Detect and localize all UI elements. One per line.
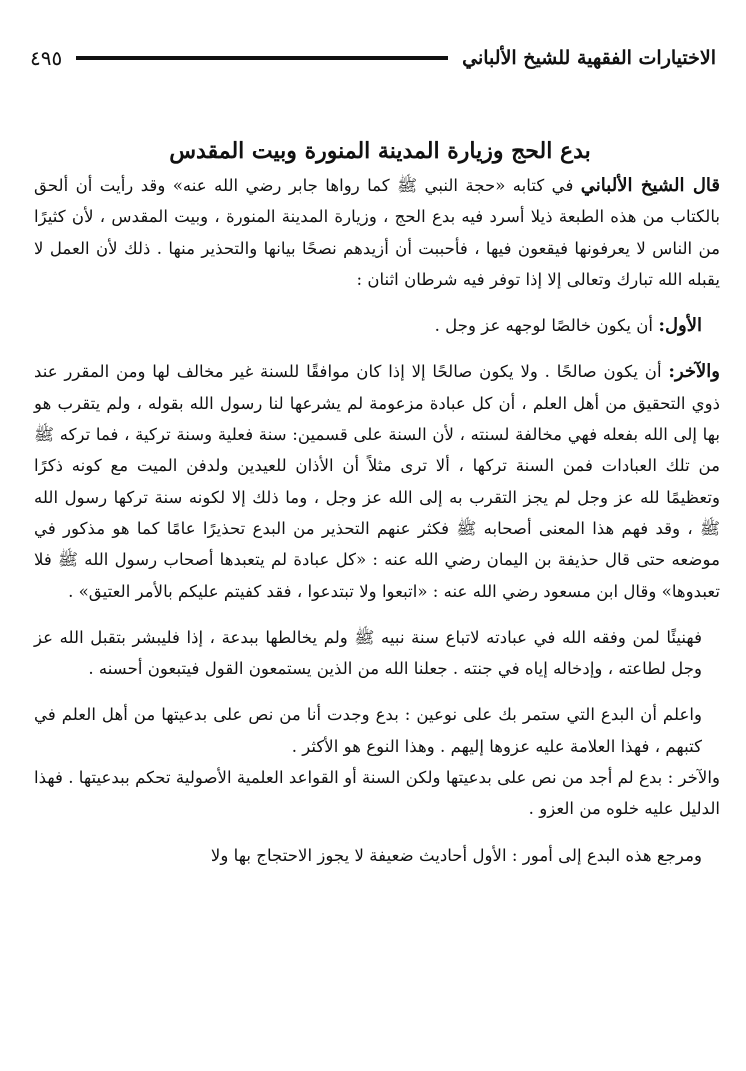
paragraph-text: أن يكون خالصًا لوجهه عز وجل . <box>434 316 659 336</box>
paragraph-lead: الأول: <box>658 315 702 337</box>
paragraph: واعلم أن البدع التي ستمر بك على نوعين : بدع وجدت أنا من نص على بدعيتها من أهل العلم في كتبهم ، فهذا العلامة عليه عزوها إليهم . وهذا النوع هو الأكثر . <box>34 705 702 756</box>
paragraph-lead: والآخر: <box>668 361 720 383</box>
running-header <box>30 38 716 78</box>
paragraph: والآخر : بدع لم أجد من نص على بدعيتها ولكن السنة أو القواعد العلمية الأصولية تحكم ببدعيتها . فهذا الدليل عليه خلوه من العزو . <box>34 768 720 819</box>
paragraph-text: أن يكون صالحًا . ولا يكون صالحًا إلا إذا كان موافقًا للسنة غير مخالف لها ومن المقرر عند ذوي التحقيق من أهل العلم ، أن كل عبادة مزعومة لم يشرعها لنا رسول الله بقوله ، ولم يتقرب هو بها إلى الله بفعله فهي مخالفة لسنته ، لأن السنة على قسمين: سنة فعلية وسنة تركية ، فما تركه ﷺ من تلك العبادات فمن السنة تركها ، ألا ترى مثلاً أن الأذان للعيدين ولدفن الميت مع كونه ذكرًا وتعظيمًا لله عز وجل لم يجز التقرب به إلى الله عز وجل ، وما ذلك إلا لكونه سنة تركها رسول الله ﷺ ، وقد فهم هذا المعنى أصحابه ﷺ فكثر عنهم التحذير من البدع تحذيرًا عامًا كما هو مذكور في موضعه حتى قال حذيفة بن اليمان رضي الله عنه : «كل عبادة لم يتعبدها أصحاب رسول الله ﷺ فلا تعبدوها» وقال ابن مسعود رضي الله عنه : «اتبعوا ولا تبتدعوا ، فقد كفيتم عليكم بالأمر العتيق» . <box>34 362 720 601</box>
header-rule <box>76 56 448 60</box>
paragraph <box>34 170 720 295</box>
paragraph: فهنيئًا لمن وفقه الله في عبادته لاتباع سنة نبيه ﷺ ولم يخالطها ببدعة ، إذا فليبشر بتقبل الله عز وجل لطاعته ، وإدخاله إياه في جنته . جعلنا الله من الذين يستمعون القول فيتبعون أحسنه . <box>34 627 702 679</box>
book-title: الاختيارات الفقهية للشيخ الألباني <box>462 47 716 69</box>
paragraph <box>34 356 720 606</box>
page-number: ٤٩٥ <box>30 46 63 70</box>
paragraph <box>34 310 720 341</box>
chapter-title: بدع الحج وزيارة المدينة المنورة وبيت المقدس <box>169 138 591 164</box>
body-text <box>34 170 720 871</box>
paragraph-lead: قال الشيخ الألباني <box>580 175 720 196</box>
paragraph-text: في كتابه «حجة النبي ﷺ كما رواها جابر رضي الله عنه» وقد رأيت أن ألحق بالكتاب من هذه الطبعة ذيلا أسرد فيه بدع الحج ، وزيارة المدينة المنورة ، وبيت المقدس ، لأن كثيرًا من الناس لا يعرفونها فيقعون فيها ، فأحببت أن أزيدهم نصحًا بيانها والتحذير منها . ذلك لأن العمل لا يقبله الله تبارك وتعالى إلا إذا توفر فيه شرطان اثنان : <box>34 176 720 289</box>
paragraph: ومرجع هذه البدع إلى أمور : الأول أحاديث ضعيفة لا يجوز الاحتجاج بها ولا <box>210 845 702 865</box>
